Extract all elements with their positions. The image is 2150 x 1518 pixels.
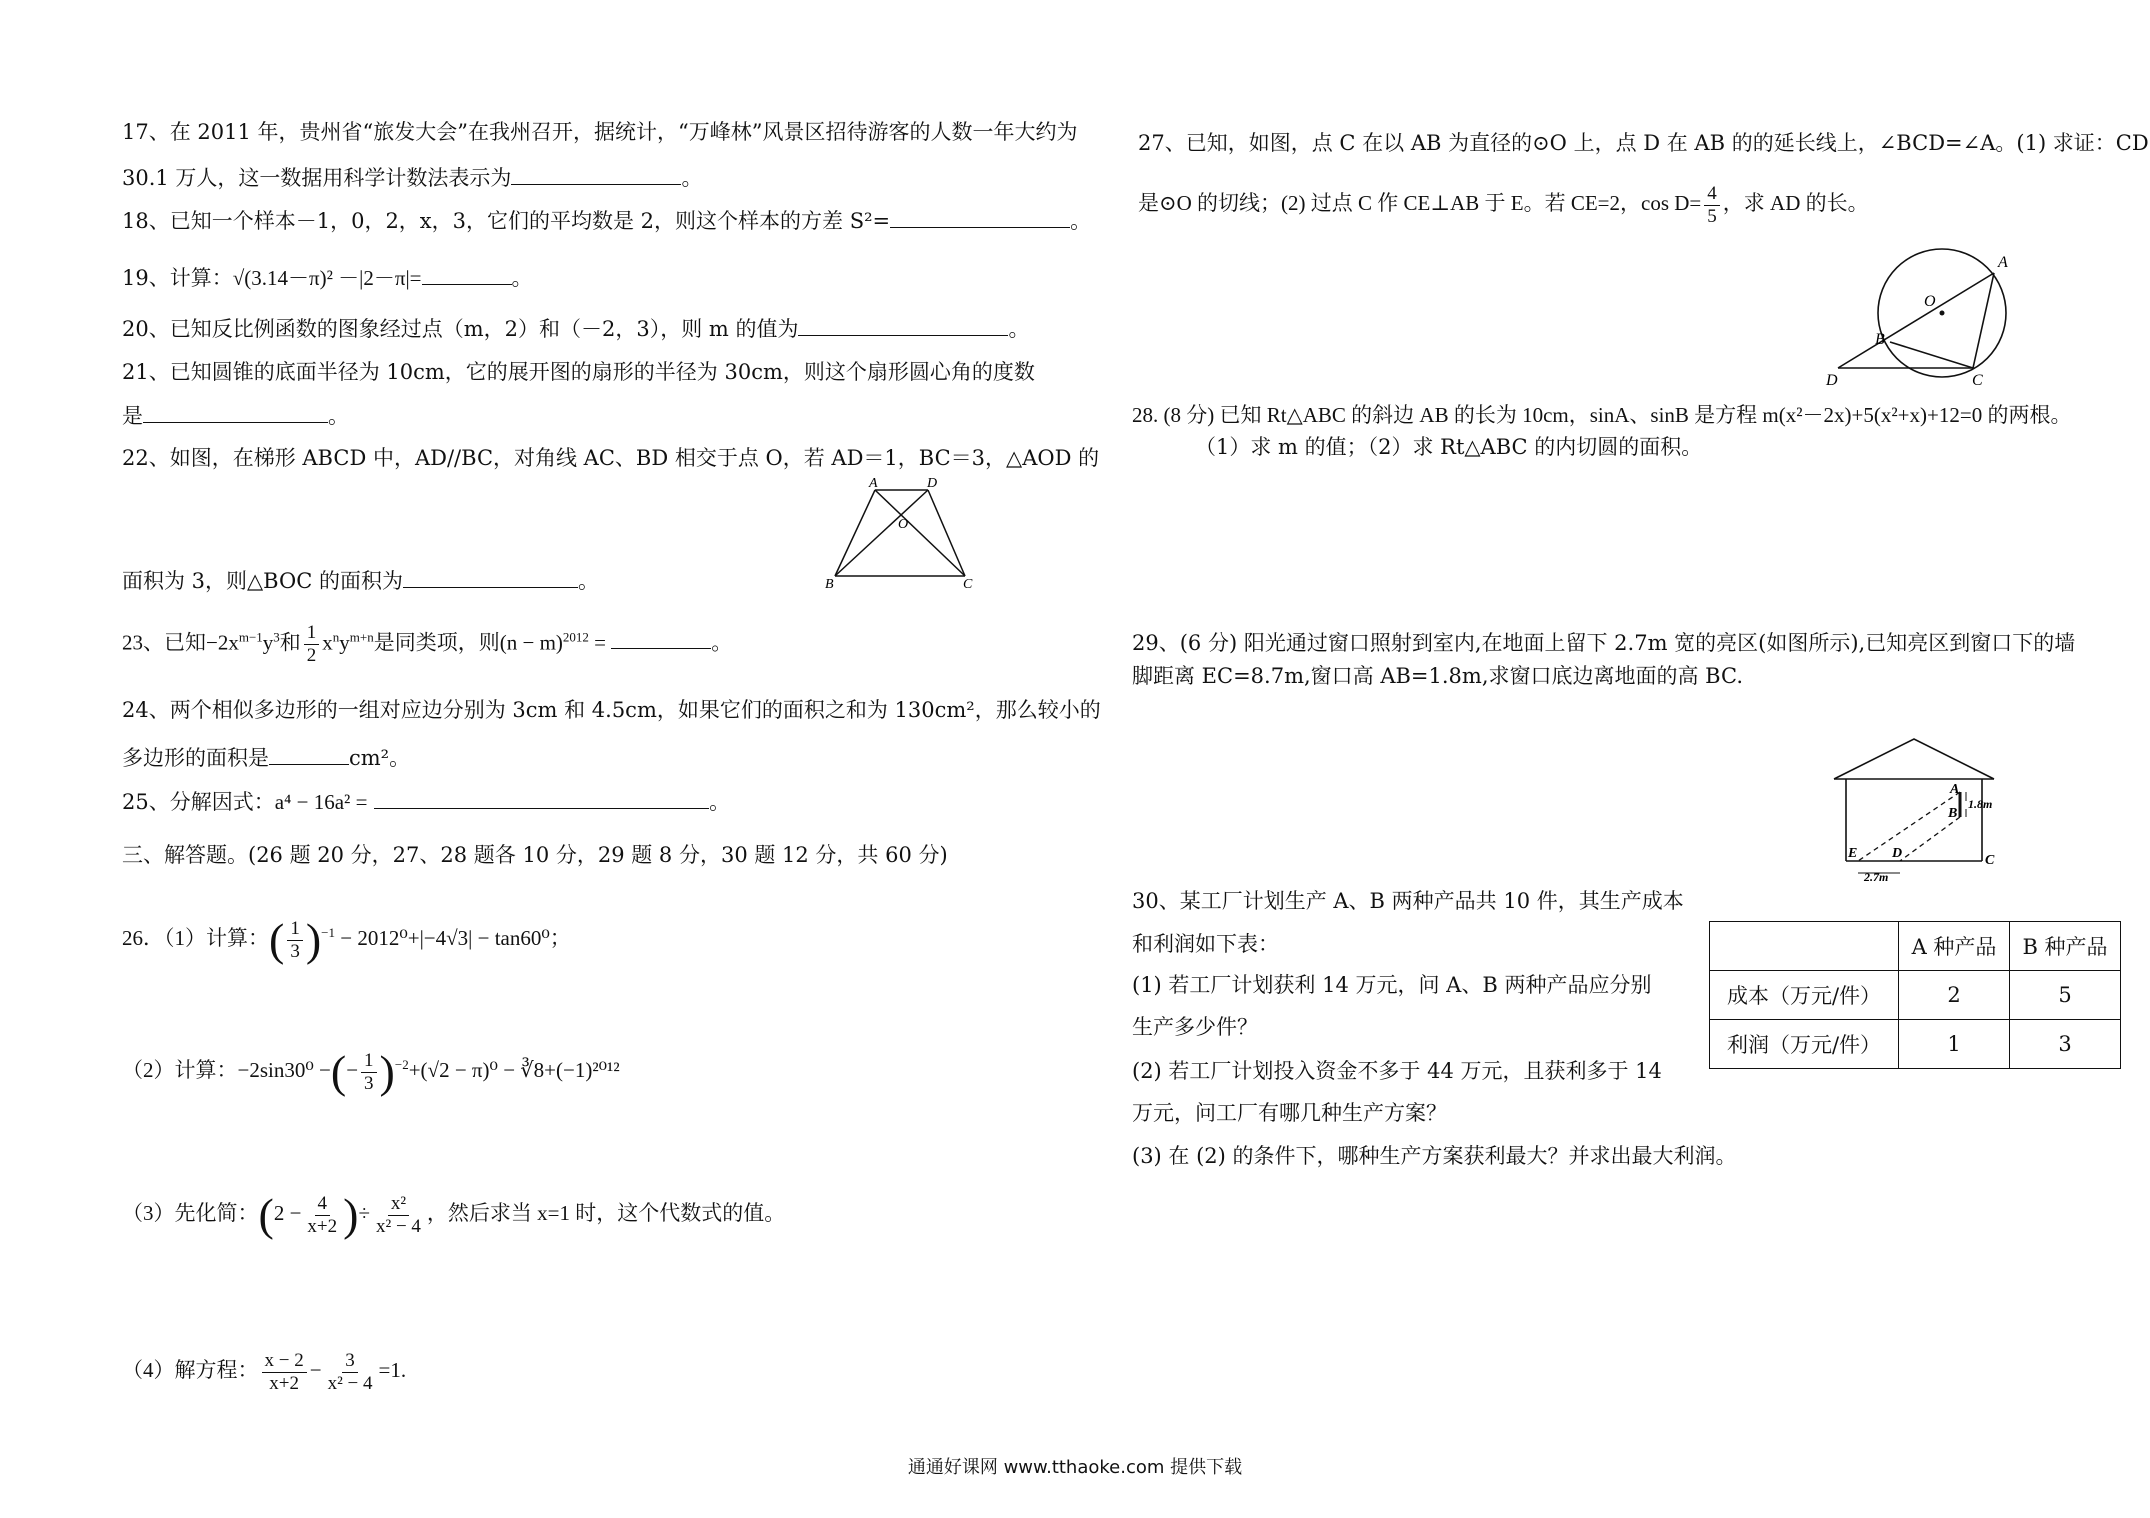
q17-line1: 17、在 2011 年，贵州省“旅发大会”在我州召开，据统计，“万峰林”风景区招待游客的人数一年大约为: [122, 120, 1078, 144]
q23-text: 23、已知: [122, 630, 206, 655]
trapezoid-label-d: D: [927, 478, 938, 491]
q26-p2-label: （2）计算：: [122, 1058, 238, 1082]
q21-text: 是: [122, 404, 143, 428]
q30-line5: (2) 若工厂计划投入资金不多于 44 万元，且获利多于 14: [1132, 1059, 1662, 1083]
q21-answer-blank: [143, 400, 328, 423]
q26-part3: （3）先化简：(2 − $\frac{4}{x+2}$ )÷ $\frac{\text{x²}}{\text{x² − 4}}$ ，然后求当 x=1 时，这个代数式的值。: [122, 1189, 786, 1241]
q22-text: 面积为 3，则△BOC 的面积为: [122, 569, 403, 593]
trapezoid-figure: [820, 478, 980, 590]
q24-unit: cm²。: [349, 746, 411, 770]
q17-end: 。: [681, 166, 703, 190]
q24-line2: [122, 742, 410, 773]
q26-p1-fraction: [287, 918, 303, 963]
page-footer: 通通好课网 www.tthaoke.com 提供下载: [907, 1457, 1243, 1478]
q26-p4-frac1-den: x+2: [269, 1372, 299, 1394]
q17-text: 30.1 万人，这一数据用科学计数法表示为: [122, 166, 512, 190]
house-window-figure: [1828, 735, 2000, 885]
q24-text: 多边形的面积是: [122, 746, 269, 770]
q30-line7: (3) 在 (2) 的条件下，哪种生产方案获利最大？并求出最大利润。: [1132, 1144, 1737, 1168]
house-label-b: B: [1948, 806, 1958, 821]
q30-line2: 和利润如下表：: [1132, 932, 1279, 956]
house-label-e: E: [1848, 846, 1858, 861]
q25-expression: a⁴ − 16a² =: [274, 790, 368, 814]
q19-line: [122, 262, 533, 293]
q23-frac-num: 1: [304, 622, 320, 645]
trapezoid-label-o: O: [898, 517, 909, 532]
circle-label-d: D: [1826, 372, 1838, 389]
q26-p3-frac1-num: 4: [315, 1193, 331, 1216]
q18-text: 18、已知一个样本－1，0，2，x，3，它们的平均数是 2，则这个样本的方差 S²=: [122, 209, 891, 233]
q19-text: 19、计算：: [122, 266, 233, 290]
circle-center-dot: [1940, 311, 1945, 316]
q26-p2-rest: +(√2 − π)⁰ − ∛8+(−1)²⁰¹²: [408, 1058, 620, 1082]
house-label-c: C: [1985, 853, 1995, 868]
q21-end: 。: [328, 404, 349, 428]
q23-fraction: [304, 622, 320, 667]
table-row: [1710, 971, 2121, 1020]
q30-line3: (1) 若工厂计划获利 14 万元，问 A、B 两种产品应分别: [1132, 973, 1652, 997]
q23-term2-exp: n: [332, 629, 340, 645]
q26-part4: [122, 1345, 406, 1395]
trapezoid-label-c: C: [963, 577, 973, 590]
q26-p4-label: （4）解方程：: [122, 1358, 259, 1382]
q19-end: 。: [511, 266, 533, 290]
q18-end: 。: [1070, 209, 1092, 233]
q26-p4-frac2-num: 3: [342, 1350, 358, 1373]
q17-answer-blank: [511, 162, 681, 185]
q23-term1-exp: m−1: [238, 629, 263, 645]
q26-p4-rest: =1.: [378, 1358, 407, 1382]
q20-text: 20、已知反比例函数的图象经过点（m，2）和（－2，3），则 m 的值为: [122, 317, 799, 341]
q27-frac-den: 5: [1707, 205, 1717, 227]
circle-label-b: B: [1875, 331, 1885, 348]
q23-frac-den: 2: [306, 645, 317, 666]
table-header-cell: A 种产品: [1899, 922, 2010, 971]
table-cell: 2: [1899, 971, 2010, 1020]
q26-p3-frac1-den: x+2: [307, 1215, 338, 1237]
q26-p3-div: ÷: [358, 1201, 370, 1225]
house-label-ed: 2.7m: [1864, 870, 1889, 884]
table-cell: 3: [2010, 1020, 2121, 1069]
q23-eq: =: [588, 630, 612, 655]
q26-p2-frac-den: 3: [364, 1072, 374, 1094]
q26-p3-frac2-den: x² − 4: [376, 1215, 421, 1237]
q26-p2-exp: −2: [394, 1057, 409, 1072]
table-cell: 5: [2010, 971, 2121, 1020]
q26-p1-frac-den: 3: [290, 940, 300, 962]
q28-line2: （1）求 m 的值；（2）求 Rt△ABC 的内切圆的面积。: [1195, 435, 1703, 459]
table-header-cell: [1710, 922, 1899, 971]
q17-line2: [122, 162, 702, 193]
q23-term1-y-exp: 3: [273, 629, 280, 645]
q25-line: [122, 786, 730, 817]
q25-answer-blank: [374, 786, 709, 809]
house-label-d: D: [1892, 846, 1903, 861]
q26-p4-frac1-num: x − 2: [262, 1350, 307, 1373]
table-header-row: [1710, 922, 2121, 971]
q18-answer-blank: [890, 205, 1070, 228]
section-3-heading: 三、解答题。(26 题 20 分，27、28 题各 10 分，29 题 8 分，30 题 12 分，共 60 分): [122, 843, 948, 867]
q23-term1: −2x: [206, 630, 239, 655]
q26-p3-a: 2 −: [273, 1201, 302, 1225]
trapezoid-label-b: B: [825, 577, 834, 590]
q20-end: 。: [1008, 317, 1030, 341]
q26-p4-minus: −: [309, 1358, 322, 1382]
q30-line4: 生产多少件？: [1132, 1015, 1258, 1039]
q27-line2: [1138, 178, 1869, 228]
q26-p2-fraction: [361, 1050, 377, 1095]
q27-line1: 27、已知，如图，点 C 在以 AB 为直径的⊙O 上，点 D 在 AB 的的延长线上，∠BCD=∠A。(1) 求证：CD: [1138, 131, 2149, 155]
q23-term2: x: [322, 630, 333, 655]
q22-end: 。: [577, 569, 599, 593]
table-row: [1710, 1020, 2121, 1069]
q23-term3-exp: 2012: [562, 629, 589, 645]
q19-expression: √(3.14－π)² －|2－π|=: [232, 266, 422, 290]
q18-line: [122, 205, 1091, 236]
table-cell: 利润（万元/件）: [1710, 1020, 1899, 1069]
q26-p1-rest: − 2012⁰+|−4√3| − tan60⁰；: [335, 926, 571, 950]
q26-p4-fraction2: [325, 1350, 376, 1395]
q23-and: 和: [279, 630, 301, 655]
q22-line1: 22、如图，在梯形 ABCD 中，AD//BC，对角线 AC、BD 相交于点 O，若 AD＝1，BC＝3，△AOD 的: [122, 446, 1100, 470]
table-header-cell: B 种产品: [2010, 922, 2121, 971]
q26-p1-label: 26．（1）计算：: [122, 926, 269, 950]
q23-term1-y: y: [262, 630, 274, 655]
q23-term2-y: y: [339, 630, 350, 655]
q30-line1: 30、某工厂计划生产 A、B 两种产品共 10 件，其生产成本: [1132, 889, 1684, 913]
q26-part1: 26．（1）计算：( $\frac{1}{3}$ )$^{-1}$ − 2012⁰+|−4√3| − tan60⁰；: [122, 914, 571, 966]
q26-p3-fraction1: [304, 1193, 340, 1238]
q23-line: [122, 622, 732, 667]
q27-end: ，求 AD 的长。: [1722, 191, 1869, 215]
circle-label-c: C: [1972, 372, 1983, 389]
house-label-a: A: [1950, 782, 1960, 797]
q30-line6: 万元，问工厂有哪几种生产方案？: [1132, 1101, 1447, 1125]
q26-p3-rest: ，然后求当 x=1 时，这个代数式的值。: [426, 1201, 786, 1225]
q23-end: 。: [711, 630, 733, 655]
q27-fraction: [1704, 183, 1720, 228]
q22-line2: [122, 565, 599, 596]
q20-answer-blank: [798, 313, 1008, 336]
q28-line1: 28. (8 分) 已知 Rt△ABC 的斜边 AB 的长为 10cm，sinA、sinB 是方程 m(x²－2x)+5(x²+x)+12=0 的两根。: [1132, 403, 2072, 427]
q25-text: 25、分解因式：: [122, 790, 275, 814]
q24-line1: 24、两个相似多边形的一组对应边分别为 3cm 和 4.5cm，如果它们的面积之和为 130cm²，那么较小的: [122, 698, 1101, 722]
q21-line2: [122, 400, 349, 431]
circle-label-o: O: [1924, 293, 1936, 310]
circle-tangent-figure: [1820, 245, 2020, 393]
q27-cos: cos D=: [1641, 191, 1702, 215]
q26-part2: （2）计算：−2sin30⁰ −(− $\frac{1}{3}$ )$^{-2}$+(√2 − π)⁰ − ∛8+(−1)²⁰¹²: [122, 1046, 620, 1098]
q23-answer-blank: [611, 626, 711, 649]
house-label-ab: 1.8m: [1968, 797, 1993, 811]
table-cell: 成本（万元/件）: [1710, 971, 1899, 1020]
q26-p3-label: （3）先化简：: [122, 1201, 259, 1225]
q23-term2-y-exp: m+n: [349, 629, 374, 645]
trapezoid-label-a: A: [869, 478, 878, 491]
table-cell: 1: [1899, 1020, 2010, 1069]
q21-line1: 21、已知圆锥的底面半径为 10cm，它的展开图的扇形的半径为 30cm，则这个扇形圆心角的度数: [122, 360, 1035, 384]
q19-answer-blank: [422, 262, 512, 285]
q27-frac-num: 4: [1704, 183, 1720, 206]
q20-line: [122, 313, 1029, 344]
q24-answer-blank: [269, 742, 349, 765]
q26-p3-fraction2: [373, 1193, 424, 1238]
cost-profit-table: [1709, 921, 2121, 1069]
circle-label-a: A: [1998, 254, 2008, 271]
q29-line2: 脚距离 EC=8.7m,窗口高 AB=1.8m,求窗口底边离地面的高 BC.: [1132, 664, 1743, 688]
q26-p4-fraction1: [262, 1350, 307, 1395]
q25-end: 。: [709, 790, 731, 814]
q26-p3-frac2-num: x²: [388, 1193, 409, 1216]
q26-p1-exp: −1: [321, 925, 335, 940]
q23-term3: (n − m): [499, 630, 563, 655]
q26-p2-a: −2sin30⁰ −: [237, 1058, 331, 1082]
q23-mid: 是同类项，则: [373, 630, 500, 655]
q26-p1-frac-num: 1: [287, 918, 303, 941]
q26-p4-frac2-den: x² − 4: [327, 1372, 373, 1394]
q22-answer-blank: [403, 565, 578, 588]
q29-line1: 29、(6 分) 阳光通过窗口照射到室内,在地面上留下 2.7m 宽的亮区(如图所示),已知亮区到窗口下的墙: [1132, 631, 2076, 655]
q26-p2-frac-num: 1: [361, 1050, 377, 1073]
q27-text: 是⊙O 的切线；(2) 过点 C 作 CE⊥AB 于 E。若 CE=2，: [1138, 191, 1642, 215]
